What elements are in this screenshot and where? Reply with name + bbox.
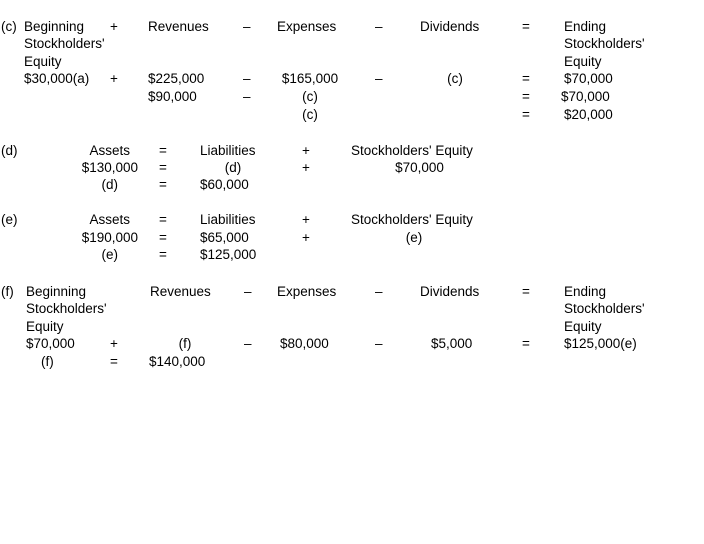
f-ending-header-2: Stockholders' [564,301,645,316]
section-f-label: (f) [1,284,14,299]
c-minus1-value-1: – [243,71,251,86]
c-revenues-header: Revenues [148,19,209,34]
d-assets-header: Assets [89,143,130,158]
e-equity-unknown: (e) [405,230,423,245]
c-plus-header: + [110,19,118,34]
f-beginning-value-1: $70,000 [26,336,75,351]
d-liabilities-value: $60,000 [200,177,249,192]
section-d-label: (d) [1,143,18,158]
d-liabilities-unknown: (d) [224,160,242,175]
d-assets-value: $130,000 [81,160,138,175]
f-minus2-value: – [375,336,383,351]
f-expenses-value: $80,000 [280,336,329,351]
section-e-label: (e) [1,212,18,227]
c-equals-value-2: = [522,89,530,104]
d-liabilities-header: Liabilities [200,143,256,158]
e-assets-value: $190,000 [81,230,138,245]
e-equals-2: = [159,230,167,245]
c-beginning-value: $30,000(a) [24,71,90,86]
c-beginning-header-2: Stockholders' [24,36,105,51]
e-liabilities-header: Liabilities [200,212,256,227]
c-expenses-header: Expenses [277,19,337,34]
c-minus1-value-2: – [243,89,251,104]
c-beginning-header-3: Equity [24,54,62,69]
d-assets-unknown: (d) [101,177,118,192]
f-revenues-header: Revenues [150,284,211,299]
c-equals-header: = [522,19,530,34]
e-assets-unknown: (e) [101,247,118,262]
c-ending-value-2: $70,000 [561,89,610,104]
e-liabilities-value-1: $65,000 [200,230,249,245]
d-equity-value: $70,000 [395,160,444,175]
f-dividends-value: $5,000 [431,336,473,351]
c-revenues-value-2: $90,000 [148,89,197,104]
section-c-label: (c) [1,19,17,34]
c-ending-header-1: Ending [564,19,607,34]
f-minus1-value: – [244,336,252,351]
c-dividends-value: (c) [447,71,463,86]
c-revenues-value-1: $225,000 [148,71,205,86]
c-equals-value-1: = [522,71,530,86]
f-ending-header-1: Ending [564,284,607,299]
f-beginning-value-2: (f) [41,354,54,369]
f-minus1-header: – [244,284,252,299]
d-equals-3: = [159,177,167,192]
f-ending-header-3: Equity [564,319,602,334]
f-dividends-header: Dividends [420,284,480,299]
f-beginning-header-2: Stockholders' [26,301,107,316]
c-ending-header-2: Stockholders' [564,36,645,51]
e-equals-1: = [159,212,167,227]
e-plus-2: + [302,230,310,245]
f-op-value-1: + [110,336,118,351]
c-minus2-header: – [375,19,383,34]
f-beginning-header-3: Equity [26,319,64,334]
c-equals-value-3: = [522,107,530,122]
e-liabilities-value-2: $125,000 [200,247,257,262]
e-assets-header: Assets [89,212,130,227]
c-beginning-header-1: Beginning [24,19,85,34]
d-equals-2: = [159,160,167,175]
f-equals-value: = [522,336,530,351]
c-expenses-value-2: (c) [302,89,318,104]
d-equity-header: Stockholders' Equity [351,143,473,158]
c-expenses-value-1: $165,000 [281,71,339,86]
f-expenses-header: Expenses [277,284,337,299]
f-equals-header: = [522,284,530,299]
e-plus-1: + [302,212,310,227]
f-revenues-unknown: (f) [178,336,192,351]
f-ending-value: $125,000(e) [564,336,637,351]
c-minus1-header: – [243,19,251,34]
c-plus-value: + [110,71,118,86]
e-equity-header: Stockholders' Equity [351,212,473,227]
d-plus-2: + [302,160,310,175]
d-plus-1: + [302,143,310,158]
c-expenses-value-3: (c) [302,107,318,122]
f-minus2-header: – [375,284,383,299]
c-ending-value-1: $70,000 [564,71,613,86]
c-minus2-value: – [375,71,383,86]
f-beginning-header-1: Beginning [26,284,87,299]
f-op-value-2: = [110,354,118,369]
c-ending-header-3: Equity [564,54,602,69]
c-dividends-header: Dividends [420,19,480,34]
d-equals-1: = [159,143,167,158]
f-revenues-value: $140,000 [149,354,206,369]
c-ending-value-3: $20,000 [564,107,613,122]
e-equals-3: = [159,247,167,262]
